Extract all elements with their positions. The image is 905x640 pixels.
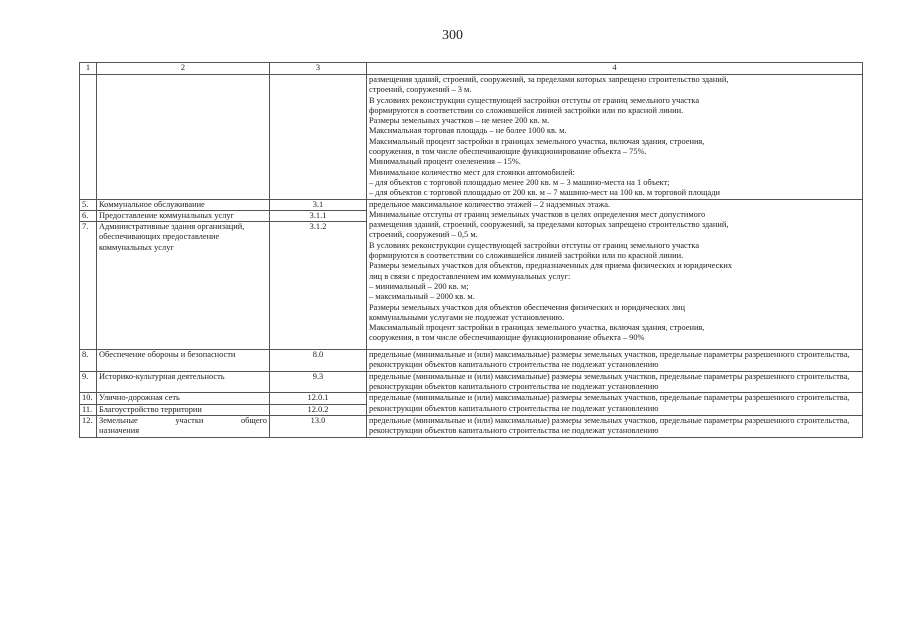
params-line: Минимальное количество мест для стоянки автомобилей: xyxy=(369,167,575,177)
table-row xyxy=(80,415,863,437)
params-line: Максимальный процент застройки в границах земельного участка, включая здания, строения, xyxy=(369,323,705,333)
header-col-2: 2 xyxy=(97,63,270,75)
page-number: 300 xyxy=(442,28,463,43)
cell-code: 12.0.2 xyxy=(270,404,367,415)
params-line: Минимальные отступы от границ земельных участков в целях определения мест допустимого xyxy=(369,209,706,219)
cell-num: 9. xyxy=(80,371,97,393)
params-line: В условиях реконструкции существующей застройки отступы от границ земельного участка xyxy=(369,95,700,105)
params-line: – максимальный – 2000 кв. м. xyxy=(369,292,475,302)
params-text: предельные (минимальные и (или) максимальные) размеры земельных участков, предельные параметры разрешенного строительства, реконструкции объектов капитального строительства не подлежат установлению xyxy=(369,415,850,436)
cell-num: 12. xyxy=(80,415,97,437)
params-line: сооружения, в том числе обеспечивающие функционирование объекта – 90% xyxy=(369,333,645,343)
cell-name: Предоставление коммунальных услуг xyxy=(97,210,270,221)
cell-code: 9.3 xyxy=(270,371,367,393)
cell-code: 8.0 xyxy=(270,350,367,372)
header-col-1: 1 xyxy=(80,63,97,75)
params-line: Размеры земельных участков для объектов, предназначенных для приема физических и юридических xyxy=(369,261,733,271)
params-line: строений, сооружений – 3 м. xyxy=(369,85,472,95)
cell-code: 3.1.2 xyxy=(270,222,367,350)
table-row xyxy=(80,371,863,393)
params-line: строений, сооружений – 0,5 м. xyxy=(369,230,478,240)
table-row xyxy=(80,350,863,372)
header-row xyxy=(80,63,863,75)
params-line: коммунальными услугами не подлежат установлению. xyxy=(369,312,565,322)
params-line: размещения зданий, строений, сооружений, за пределами которых запрещено строительство зданий, xyxy=(369,75,729,84)
cell-params xyxy=(367,371,863,393)
cell-params xyxy=(367,199,863,350)
params-line: размещения зданий, строений, сооружений, за пределами которых запрещено строительство зданий, xyxy=(369,220,729,230)
params-line: Максимальный процент застройки в границах земельного участка, включая здания, строения, xyxy=(369,136,705,146)
cell-name xyxy=(97,75,270,200)
params-line: формируются в соответствии со сложившейся линией застройки или по красной линии. xyxy=(369,105,684,115)
cell-name xyxy=(97,415,270,437)
table-row xyxy=(80,199,863,210)
cell-num: 10. xyxy=(80,393,97,404)
cell-name: Улично-дорожная сеть xyxy=(97,393,270,404)
name-line: Земельные участки общего xyxy=(99,415,267,425)
cell-code xyxy=(270,75,367,200)
params-text: предельные (минимальные и (или) максимальные) размеры земельных участков, предельные параметры разрешенного строительства, реконструкции объектов капитального строительства не подлежат установлению xyxy=(369,393,850,413)
cell-name: Благоустройство территории xyxy=(97,404,270,415)
table-row-continuation xyxy=(80,75,863,200)
params-line: Размеры земельных участков для объектов обеспечения физических и юридических лиц xyxy=(369,302,685,312)
cell-params xyxy=(367,350,863,372)
params-line: Максимальная торговая площадь – не более 1000 кв. м. xyxy=(369,126,567,136)
params-line: предельное максимальное количество этажей – 2 надземных этажа. xyxy=(369,199,611,209)
cell-num: 8. xyxy=(80,350,97,372)
cell-params xyxy=(367,415,863,437)
name-line: назначения xyxy=(99,426,140,436)
params-line: В условиях реконструкции существующей застройки отступы от границ земельного участка xyxy=(369,240,700,250)
cell-num: 6. xyxy=(80,210,97,221)
cell-params xyxy=(367,75,863,200)
header-col-3: 3 xyxy=(270,63,367,75)
header-col-4: 4 xyxy=(367,63,863,75)
cell-name: Коммунальное обслуживание xyxy=(97,199,270,210)
cell-code: 3.1 xyxy=(270,199,367,210)
cell-num: 7. xyxy=(80,222,97,350)
cell-num xyxy=(80,75,97,200)
params-line: лиц в связи с предоставлением им коммунальных услуг: xyxy=(369,271,571,281)
params-line: сооружения, в том числе обеспечивающие функционирование объекта – 75%. xyxy=(369,147,647,157)
params-line: – для объектов с торговой площадью менее 200 кв. м – 3 машино-места на 1 объект; xyxy=(369,177,670,187)
cell-num: 11. xyxy=(80,404,97,415)
regulations-table xyxy=(79,62,863,438)
cell-name: Административные здания организаций, обеспечивающих предоставление коммунальных услуг xyxy=(97,222,270,350)
cell-name: Обеспечение обороны и безопасности xyxy=(97,350,270,372)
params-line: Размеры земельных участков – не менее 200 кв. м. xyxy=(369,116,550,126)
cell-name: Историко-культурная деятельность xyxy=(97,371,270,393)
cell-code: 3.1.1 xyxy=(270,210,367,221)
params-line: – для объектов с торговой площадью от 200 кв. м – 7 машино-мест на 100 кв. м торговой площади xyxy=(369,188,720,198)
cell-num: 5. xyxy=(80,199,97,210)
params-text: предельные (минимальные и (или) максимальные) размеры земельных участков, предельные параметры разрешенного строительства, реконструкции объектов капитального строительства не подлежат установлению xyxy=(369,371,850,392)
cell-code: 13.0 xyxy=(270,415,367,437)
cell-params xyxy=(367,393,863,416)
cell-code: 12.0.1 xyxy=(270,393,367,404)
params-text: предельные (минимальные и (или) максимальные) размеры земельных участков, предельные параметры разрешенного строительства, реконструкции объектов капитального строительства не подлежат установлению xyxy=(369,350,850,370)
table-row xyxy=(80,393,863,404)
params-line: Минимальный процент озеленения – 15%. xyxy=(369,157,521,167)
params-line: формируются в соответствии со сложившейся линией застройки или по красной линии. xyxy=(369,251,684,261)
params-line: – минимальный – 200 кв. м; xyxy=(369,281,469,291)
